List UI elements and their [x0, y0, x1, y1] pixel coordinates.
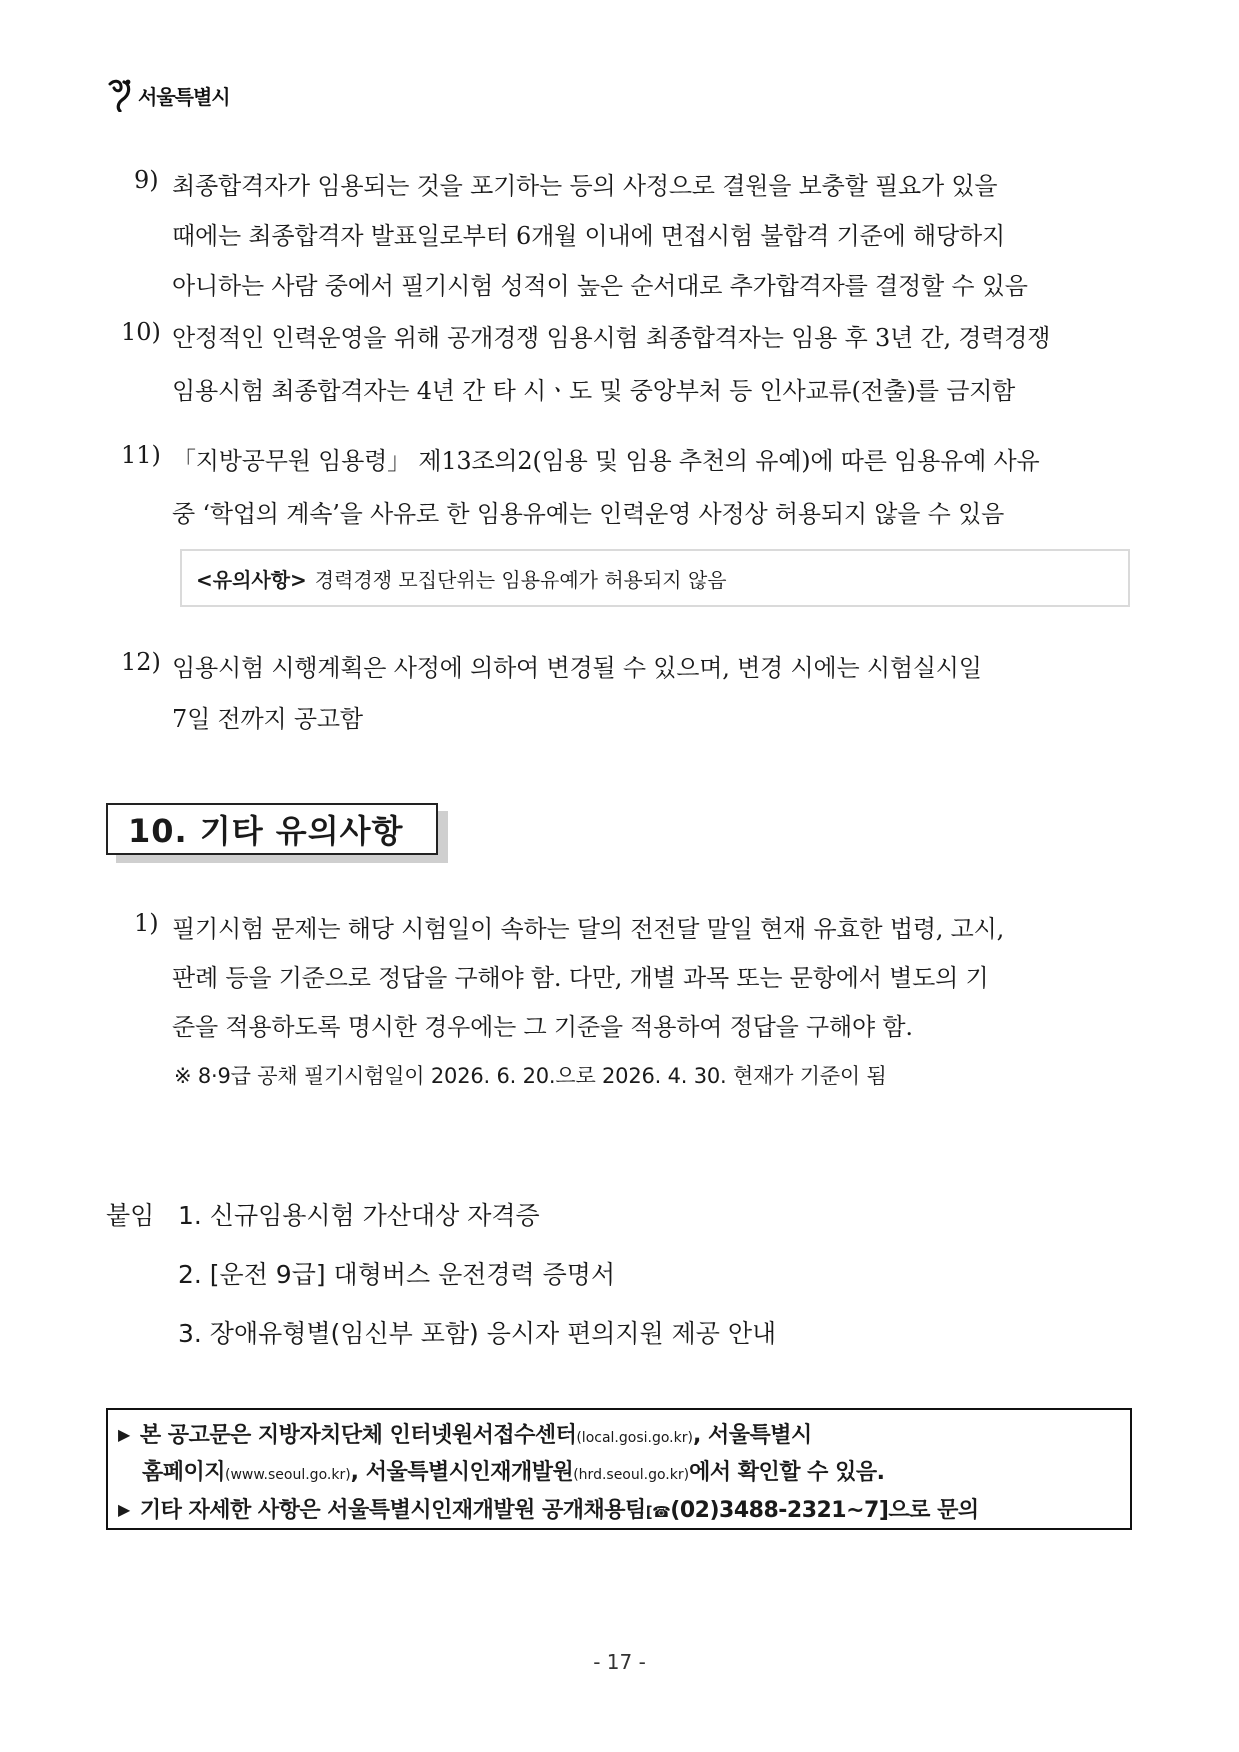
- attachment-item: 1. 신규임용시험 가산대상 자격증: [178, 1201, 540, 1230]
- item-line: 준을 적용하도록 명시한 경우에는 그 기준을 적용하여 정답을 구해야 함.: [172, 1013, 913, 1041]
- section-title: 10. 기타 유의사항: [106, 803, 438, 855]
- phone-number: (02)3488-2321~7]: [670, 1498, 889, 1523]
- url-hrd-seoul: (hrd.seoul.go.kr): [573, 1467, 690, 1483]
- triangle-bullet-icon: ▶: [118, 1500, 130, 1519]
- item-number: 11): [121, 441, 161, 469]
- info-box: [106, 1408, 1132, 1530]
- info-line-2: 홈페이지(www.seoul.go.kr), 서울특별시인재개발원(hrd.seoul.go.kr)에서 확인할 수 있음.: [142, 1460, 885, 1485]
- item-line: 아니하는 사람 중에서 필기시험 성적이 높은 순서대로 추가합격자를 결정할 수 있음: [172, 272, 1028, 300]
- url-local-gosi: (local.gosi.go.kr): [576, 1430, 693, 1446]
- attachments-label: 붙임: [106, 1201, 155, 1230]
- info-line-1: ▶ 본 공고문은 지방자치단체 인터넷원서접수센터(local.gosi.go.kr), 서울특별시: [118, 1423, 812, 1448]
- item-number: 1): [134, 909, 159, 937]
- triangle-bullet-icon: ▶: [118, 1425, 130, 1444]
- info-line-3: ▶ 기타 자세한 사항은 서울특별시인재개발원 공개채용팀[☎(02)3488-2321~7]으로 문의: [118, 1498, 979, 1523]
- item-line: 임용시험 최종합격자는 4년 간 타 시ㆍ도 및 중앙부처 등 인사교류(전출)를 금지함: [172, 377, 1016, 405]
- item-line: 판례 등을 기준으로 정답을 구해야 함. 다만, 개별 과목 또는 문항에서 별도의 기: [172, 964, 989, 992]
- seoul-logo: [106, 78, 230, 112]
- notice-label: <유의사항>: [196, 567, 307, 592]
- notice-text: 경력경쟁 모집단위는 임용유예가 허용되지 않음: [314, 567, 727, 592]
- url-seoul: (www.seoul.go.kr): [225, 1467, 351, 1483]
- item-line: 임용시험 시행계획은 사정에 의하여 변경될 수 있으며, 변경 시에는 시험실시일: [172, 654, 982, 682]
- attachment-item: 3. 장애유형별(임신부 포함) 응시자 편의지원 제공 안내: [178, 1319, 777, 1348]
- item-number: 10): [121, 318, 161, 346]
- item-line: 중 ‘학업의 계속’을 사유로 한 임용유예는 인력운영 사정상 허용되지 않을 수 있음: [172, 500, 1005, 528]
- phone-icon: [☎: [645, 1503, 671, 1521]
- item-line: 안정적인 인력운영을 위해 공개경쟁 임용시험 최종합격자는 임용 후 3년 간, 경력경쟁: [172, 324, 1051, 352]
- page-number: - 17 -: [593, 1650, 646, 1674]
- seoul-emblem-icon: [106, 78, 134, 112]
- item-line: 「지방공무원 임용령」 제13조의2(임용 및 임용 추천의 유예)에 따른 임용유예 사유: [172, 447, 1040, 475]
- notice-box: [180, 549, 1130, 607]
- item-line: 7일 전까지 공고함: [172, 705, 363, 733]
- remark: ※ 8·9급 공채 필기시험일이 2026. 6. 20.으로 2026. 4. 30. 현재가 기준이 됨: [174, 1064, 887, 1088]
- item-line: 최종합격자가 임용되는 것을 포기하는 등의 사정으로 결원을 보충할 필요가 있을: [172, 172, 998, 200]
- item-number: 12): [121, 648, 161, 676]
- org-name: 서울특별시: [138, 84, 230, 109]
- item-line: 필기시험 문제는 해당 시험일이 속하는 달의 전전달 말일 현재 유효한 법령, 고시,: [172, 915, 1005, 943]
- attachment-item: 2. [운전 9급] 대형버스 운전경력 증명서: [178, 1260, 616, 1289]
- item-line: 때에는 최종합격자 발표일로부터 6개월 이내에 면접시험 불합격 기준에 해당하지: [172, 222, 1005, 250]
- section-heading: [106, 803, 438, 855]
- item-number: 9): [134, 166, 159, 194]
